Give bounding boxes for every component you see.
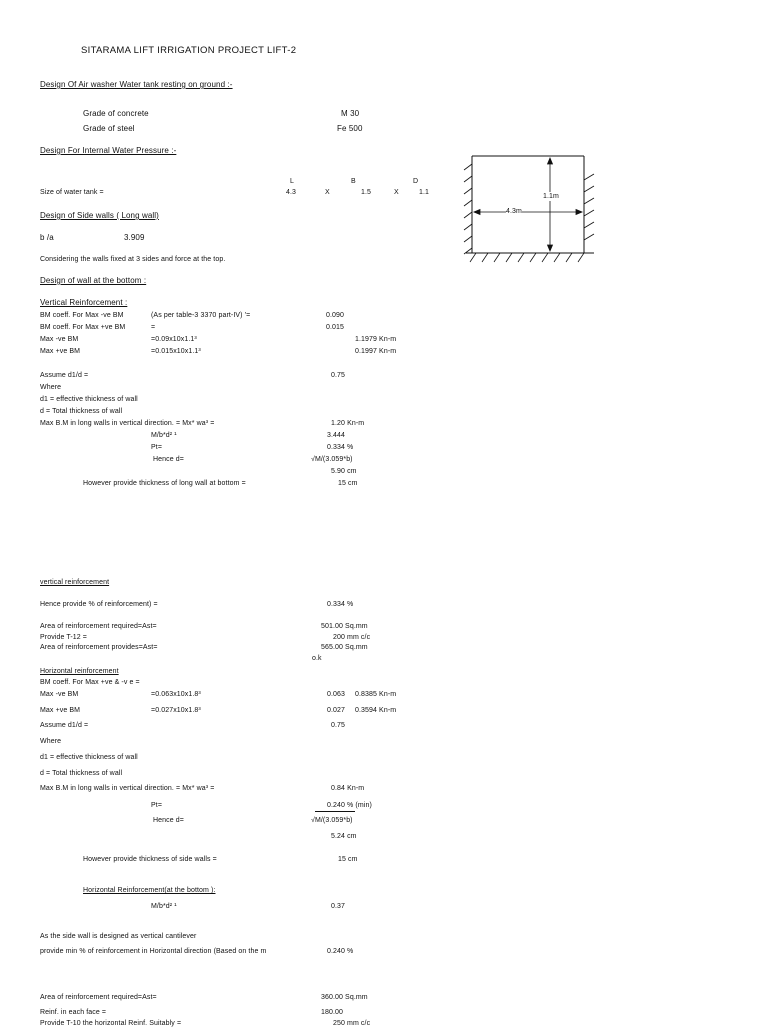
dim-B-label: B [351,178,356,185]
max-neg2-formula: =0.063x10x1.8³ [151,691,201,698]
tank-diagram [462,152,602,264]
pt1-label: Pt= [151,444,163,451]
maxbm2-value: 0.84 Kn-m [331,785,365,792]
vert-reinf-heading: vertical reinforcement [40,579,110,586]
assume2-value: 0.75 [331,722,346,729]
reinf-face-label: Reinf. in each face = [40,1009,107,1016]
hr-heading: Horizontal reinforcement [40,668,119,675]
tank-D: 1.1 [419,189,430,196]
bm-pos-value: 0.015 [326,324,345,331]
d1-def2: d1 = effective thickness of wall [40,754,138,761]
tank-B: 1.5 [361,189,372,196]
max-neg-value: 1.1979 Kn-m [355,336,397,343]
max-pos2-coeff: 0.027 [327,707,346,714]
where2: Where [40,738,62,745]
hence2-label: Hence d= [153,817,184,824]
however1-label: However provide thickness of long wall at bottom = [83,480,246,487]
ast-req2-label: Area of reinforcement required=Ast= [40,994,157,1001]
diagram-length-label: 4.3m [506,208,522,215]
max-pos2-label: Max +ve BM [40,707,81,714]
vr-heading: Vertical Reinforcement : [40,298,128,307]
max-pos2-value: 0.3594 Kn-m [355,707,397,714]
bm-neg-ref: (As per table-3 3370 part-IV) '= [151,312,251,319]
bm-both-label: BM coeff. For Max +ve & -v e = [40,679,140,686]
max-pos2-formula: =0.027x10x1.8³ [151,707,201,714]
tank-x2: X [394,189,399,196]
however2-value: 15 cm [338,856,358,863]
pt1-value: 0.334 % [327,444,354,451]
provide-t10-value: 250 mm c/c [333,1020,371,1027]
base-hatch [470,253,584,262]
assume2-label: Assume d1/d = [40,722,89,729]
reinf-face-value: 180.00 [321,1009,344,1016]
max-neg-formula: =0.09x10x1.1³ [151,336,197,343]
mbd1-label: M/b*d² ¹ [151,432,177,439]
left-hatch [464,164,472,254]
max-pos-label: Max +ve BM [40,348,81,355]
ok-text: o.k [312,655,322,662]
bm-neg-value: 0.090 [326,312,345,319]
b-over-a-value: 3.909 [124,233,145,242]
hence2-value: 5.24 cm [331,833,357,840]
tank-L: 4.3 [286,189,297,196]
d-def2: d = Total thickness of wall [40,770,123,777]
internal-pressure-heading: Design For Internal Water Pressure :- [40,146,177,155]
however1-value: 15 cm [338,480,358,487]
side-walls-heading: Design of Side walls ( Long wall) [40,211,159,220]
max-pos-formula: =0.015x10x1.1³ [151,348,201,355]
hence2-formula: √M/(3.059*b) [311,817,353,824]
considering-text: Considering the walls fixed at 3 sides and force at the top. [40,256,226,263]
grade-concrete-label: Grade of concrete [83,109,149,118]
hence1-label: Hence d= [153,456,184,463]
max-neg2-value: 0.8385 Kn-m [355,691,397,698]
maxbm1-label: Max B.M in long walls in vertical direction. = Mx* wa³ = [40,420,215,427]
max-neg-label: Max -ve BM [40,336,79,343]
pt2-label: Pt= [151,802,163,809]
mbd1-value: 3.444 [327,432,346,439]
assume1-label: Assume d1/d = [40,372,89,379]
where1: Where [40,384,62,391]
height-dimension [548,158,553,251]
length-dimension [474,210,582,215]
tank-x1: X [325,189,330,196]
assume1-value: 0.75 [331,372,346,379]
cantilever-text: As the side wall is designed as vertical cantilever [40,933,197,940]
grade-steel-value: Fe 500 [337,124,363,133]
provide-t12-value: 200 mm c/c [333,634,371,641]
dim-D-label: D [413,178,419,185]
provide-t10-label: Provide T-10 the horizontal Reinf. Suitably = [40,1020,182,1027]
mbd2-label: M/b*d² ¹ [151,903,177,910]
hr-bottom-heading: Horizontal Reinforcement(at the bottom ): [83,887,216,894]
grade-concrete-value: M 30 [341,109,360,118]
hence-provide-value: 0.334 % [327,601,354,608]
ast-prov1-value: 565.00 Sq.mm [321,644,368,651]
maxbm2-label: Max B.M in long walls in vertical direction. = Mx* wa³ = [40,785,215,792]
hence1-formula: √M/(3.059*b) [311,456,353,463]
max-pos-value: 0.1997 Kn-m [355,348,397,355]
bm-neg-label: BM coeff. For Max -ve BM [40,312,124,319]
d1-def1: d1 = effective thickness of wall [40,396,138,403]
dim-L-label: L [290,178,294,185]
grade-steel-label: Grade of steel [83,124,135,133]
max-neg2-coeff: 0.063 [327,691,346,698]
pt2-rule [315,811,355,812]
bottom-heading: Design of wall at the bottom : [40,276,147,285]
hence-provide-label: Hence provide % of reinforcement) = [40,601,158,608]
d-def1: d = Total thickness of wall [40,408,123,415]
page-title: SITARAMA LIFT IRRIGATION PROJECT LIFT-2 [81,45,297,56]
maxbm1-value: 1.20 Kn-m [331,420,365,427]
bm-pos-ref: = [151,324,156,331]
mbd2-value: 0.37 [331,903,346,910]
ast-req2-value: 360.00 Sq.mm [321,994,368,1001]
bm-pos-label: BM coeff. For Max +ve BM [40,324,126,331]
provide-min-label: provide min % of reinforcement in Horizontal direction (Based on the m [40,948,267,955]
tank-size-label: Size of water tank = [40,189,104,196]
ast-req1-value: 501.00 Sq.mm [321,623,368,630]
diagram-height-label: 1.1m [543,193,559,200]
hence1-value: 5.90 cm [331,468,357,475]
ast-req1-label: Area of reinforcement required=Ast= [40,623,157,630]
design-heading: Design Of Air washer Water tank resting on ground :- [40,80,233,89]
provide-min-value: 0.240 % [327,948,354,955]
max-neg2-label: Max -ve BM [40,691,79,698]
right-hatch [584,174,594,240]
ast-prov1-label: Area of reinforcement provides=Ast= [40,644,158,651]
pt2-value: 0.240 % (min) [327,802,372,809]
however2-label: However provide thickness of side walls = [83,856,217,863]
b-over-a-label: b /a [40,233,54,242]
provide-t12-label: Provide T-12 = [40,634,87,641]
